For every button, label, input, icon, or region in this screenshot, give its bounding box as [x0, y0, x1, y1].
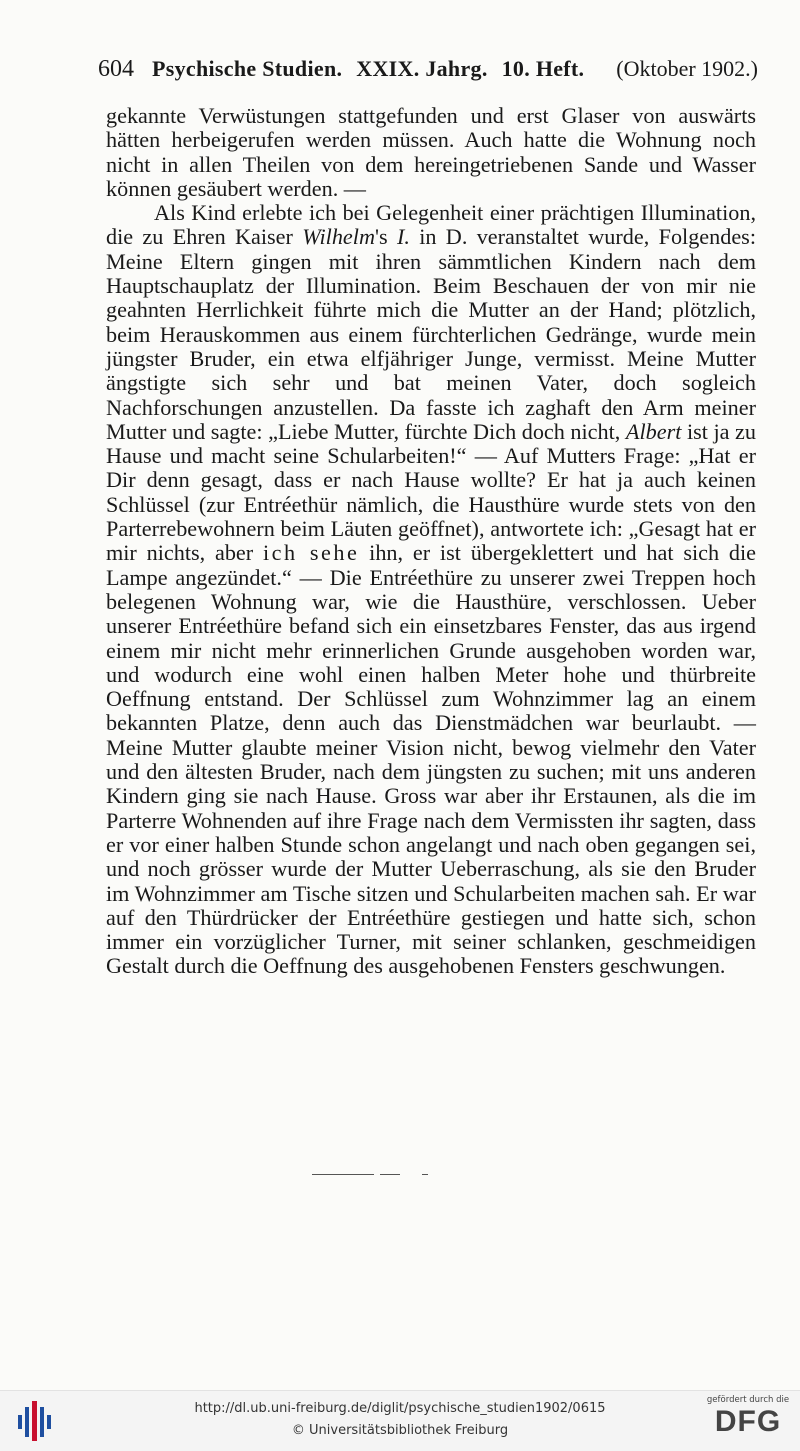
journal-name: Psychische Studien. [152, 56, 343, 81]
name-wilhelm: Wilhelm [302, 224, 375, 250]
page-number: 604 [98, 56, 134, 82]
body-text [106, 104, 756, 979]
dfg-logo [706, 1395, 790, 1447]
name-albert: Albert [625, 418, 682, 444]
p2-part-a: Als Kind erlebte ich bei Gelegenheit einer prächtigen Illumination, die zu Ehren Kaiser [106, 200, 756, 250]
roman-numeral: I. [396, 224, 410, 250]
spaced-emphasis: ich sehe [262, 540, 360, 566]
copyright-notice: © Universitätsbibliothek Freiburg [291, 1423, 509, 1438]
paragraph-1: gekannte Verwüstungen stattgefunden und erst Glaser von auswärts hätten herbeigerufen werden müssen. Auch hatte die Wohnung noch nicht in allen Theilen von dem hereingetriebenen Sande und Wasser können gesäubert werden. — [106, 103, 756, 201]
dfg-caption: gefördert durch die [706, 1395, 790, 1405]
issue-date: (Oktober 1902.) [616, 56, 758, 81]
dfg-wordmark: DFG [714, 1405, 782, 1438]
p2-part-b: 's [374, 224, 397, 250]
end-ornament [312, 1170, 432, 1180]
journal-volume: XXIX. Jahrg. [356, 56, 488, 81]
journal-title [152, 52, 598, 86]
p2-part-d: ist ja zu Hause und macht seine Schularbeiten!“ — Auf Mutters Frage: „Hat er Dir denn gesagt, dass er nach Hause wollte? Er hat ja auch keinen Schlüssel (zur Entréethür nämlich, die Hausthüre wurde stets von den Parterrebewohnern beim Läuten geöffnet), antwortete ich: „Gesagt hat er mir nichts, aber [106, 418, 756, 566]
p2-part-c: in D. veranstaltet wurde, Folgendes: Meine Eltern gingen mit ihren sämmtlichen Kindern nach dem Hauptschauplatz der Illumination. Beim Beschauen der von mir nie geahnten Herrlichkeit führte mich die Mutter an der Hand; plötzlich, beim Herauskommen aus einem fürchterlichen Gedränge, wurde mein jüngster Bruder, ein etwa elfjähriger Junge, vermisst. Meine Mutter ängstigte sich sehr und bat meinen Vater, doch sogleich Nachforschungen anzustellen. Da fasste ich zaghaft den Arm meiner Mutter und sagte: „Liebe Mutter, fürchte Dich doch nicht, [106, 224, 756, 444]
source-url[interactable]: http://dl.ub.uni-freiburg.de/diglit/psychische_studien1902/0615 [194, 1401, 606, 1416]
p2-part-e: ihn, er ist übergeklettert und hat sich die Lampe angezündet.“ — Die Entréethüre zu unserer zwei Treppen hoch belegenen Wohnung war, wie die Hausthüre, verschlossen. Ueber unserer Entréethüre befand sich ein einsetzbares Fenster, das aus irgend einem mir nicht mehr erinnerlichen Grunde ausgehoben worden war, und wodurch eine wohl einen halben Meter hohe und thürbreite Oeffnung entstand. Der Schlüssel zum Wohnzimmer lag an einem bekannten Platze, denn auch das Dienstmädchen war beurlaubt. — Meine Mutter glaubte meiner Vision nicht, bewog vielmehr den Vater und den ältesten Bruder, nach dem jüngsten zu suchen; mit uns anderen Kindern ging sie nach Hause. Gross war aber ihr Erstaunen, als die im Parterre Wohnenden auf ihre Frage nach dem Vermissten ihr sagten, dass er vor einer halben Stunde schon angelangt und nach oben gegangen sei, und noch grösser wurde der Mutter Ueberraschung, als sie den Bruder im Wohnzimmer am Tische sitzen und Schularbeiten machen sah. Er war auf den Thürdrücker der Entréethüre gestiegen und hatte sich, schon immer ein vorzüglicher Turner, mit seiner schlanken, geschmeidigen Gestalt durch die Oeffnung des ausgehobenen Fensters geschwungen. [106, 540, 756, 979]
paragraph-2 [106, 201, 756, 979]
journal-issue: 10. Heft. [501, 56, 585, 81]
running-header [98, 52, 758, 86]
viewer-footer [0, 1390, 800, 1451]
